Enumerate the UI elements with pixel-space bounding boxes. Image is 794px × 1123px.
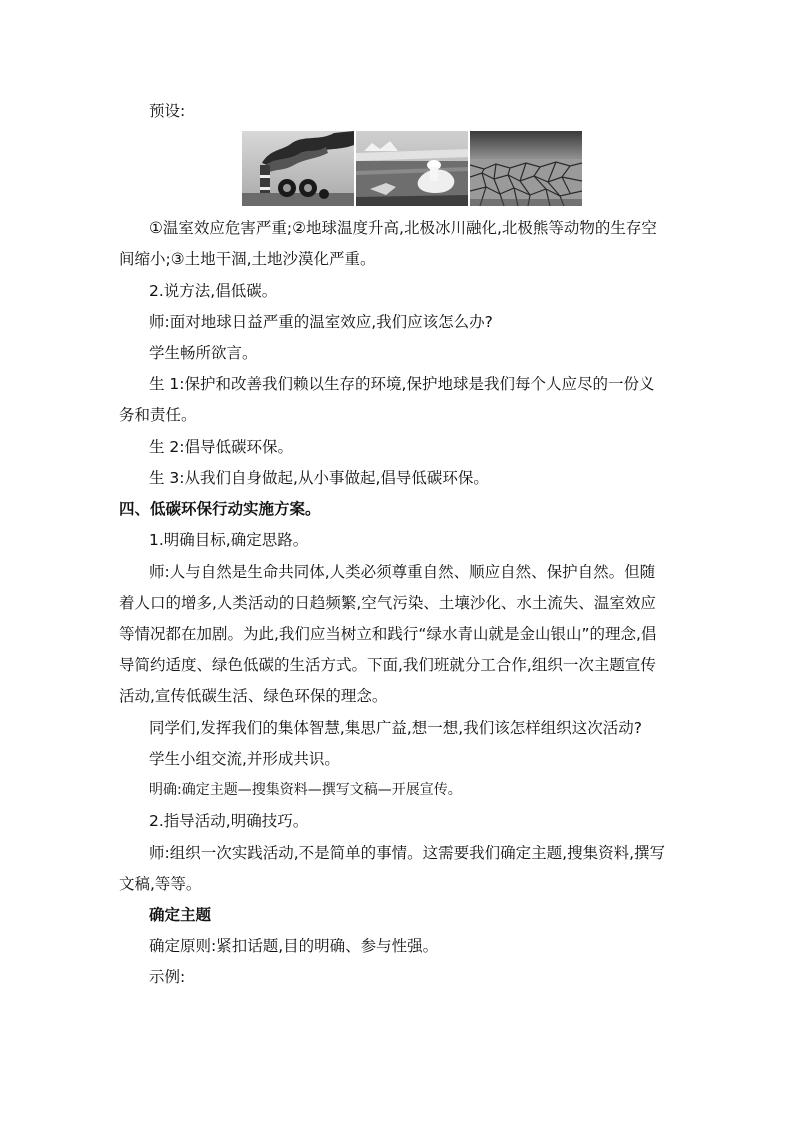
paragraph-example: 示例: (149, 968, 186, 986)
polar-bear-ice-photo (356, 131, 468, 206)
smokestack-co2-photo (242, 131, 354, 206)
illustration-strip (242, 131, 584, 206)
paragraph-student2: 生 2:倡导低碳环保。 (149, 438, 294, 456)
paragraph-student3: 生 3:从我们自身做起,从小事做起,倡导低碳环保。 (149, 469, 489, 487)
paragraph-method: 2.说方法,倡低碳。 (149, 282, 278, 300)
paragraph-teacher-activity-line1: 师:组织一次实践活动,不是简单的事情。这需要我们确定主题,搜集资料,撰写 (149, 844, 666, 862)
section-heading: 四、低碳环保行动实施方案。 (119, 500, 321, 518)
paragraph-student1-line2: 务和责任。 (119, 406, 197, 424)
paragraph-classmates: 同学们,发挥我们的集体智慧,集思广益,想一想,我们该怎样组织这次活动? (149, 719, 642, 737)
paragraph-effects-line2: 间缩小;③土地干涸,土地沙漠化严重。 (119, 250, 376, 268)
cracked-earth-photo (470, 131, 582, 206)
paragraph-goal: 1.明确目标,确定思路。 (149, 531, 309, 549)
paragraph-effects-line1: ①温室效应危害严重;②地球温度升高,北极冰川融化,北极熊等动物的生存空 (149, 219, 657, 237)
paragraph-principle: 确定原则:紧扣话题,目的明确、参与性强。 (149, 937, 439, 955)
paragraph-clarify: 明确:确定主题—搜集资料—撰写文稿—开展宣传。 (149, 782, 462, 798)
paragraph-students-speak: 学生畅所欲言。 (149, 344, 258, 362)
paragraph-student1-line1: 生 1:保护和改善我们赖以生存的环境,保护地球是我们每个人应尽的一份义 (149, 375, 655, 393)
paragraph-guide: 2.指导活动,明确技巧。 (149, 812, 309, 830)
paragraph-teacher-intro-line1: 师:人与自然是生命共同体,人类必须尊重自然、顺应自然、保护自然。但随 (149, 563, 656, 581)
paragraph-teacher-question: 师:面对地球日益严重的温室效应,我们应该怎么办? (149, 313, 493, 331)
paragraph-teacher-intro-line5: 活动,宣传低碳生活、绿色环保的理念。 (119, 687, 388, 705)
paragraph-teacher-activity-line2: 文稿,等等。 (119, 875, 202, 893)
paragraph-group-discussion: 学生小组交流,并形成共识。 (149, 750, 340, 768)
paragraph-teacher-intro-line3: 等情况都在加剧。为此,我们应当树立和践行“绿水青山就是金山银山”的理念,倡 (119, 625, 657, 643)
preset-label: 预设: (149, 102, 186, 120)
paragraph-teacher-intro-line4: 导简约适度、绿色低碳的生活方式。下面,我们班就分工合作,组织一次主题宣传 (119, 656, 656, 674)
paragraph-teacher-intro-line2: 着人口的增多,人类活动的日趋频繁,空气污染、土壤沙化、水土流失、温室效应 (119, 594, 656, 612)
subheading-topic: 确定主题 (149, 906, 212, 924)
